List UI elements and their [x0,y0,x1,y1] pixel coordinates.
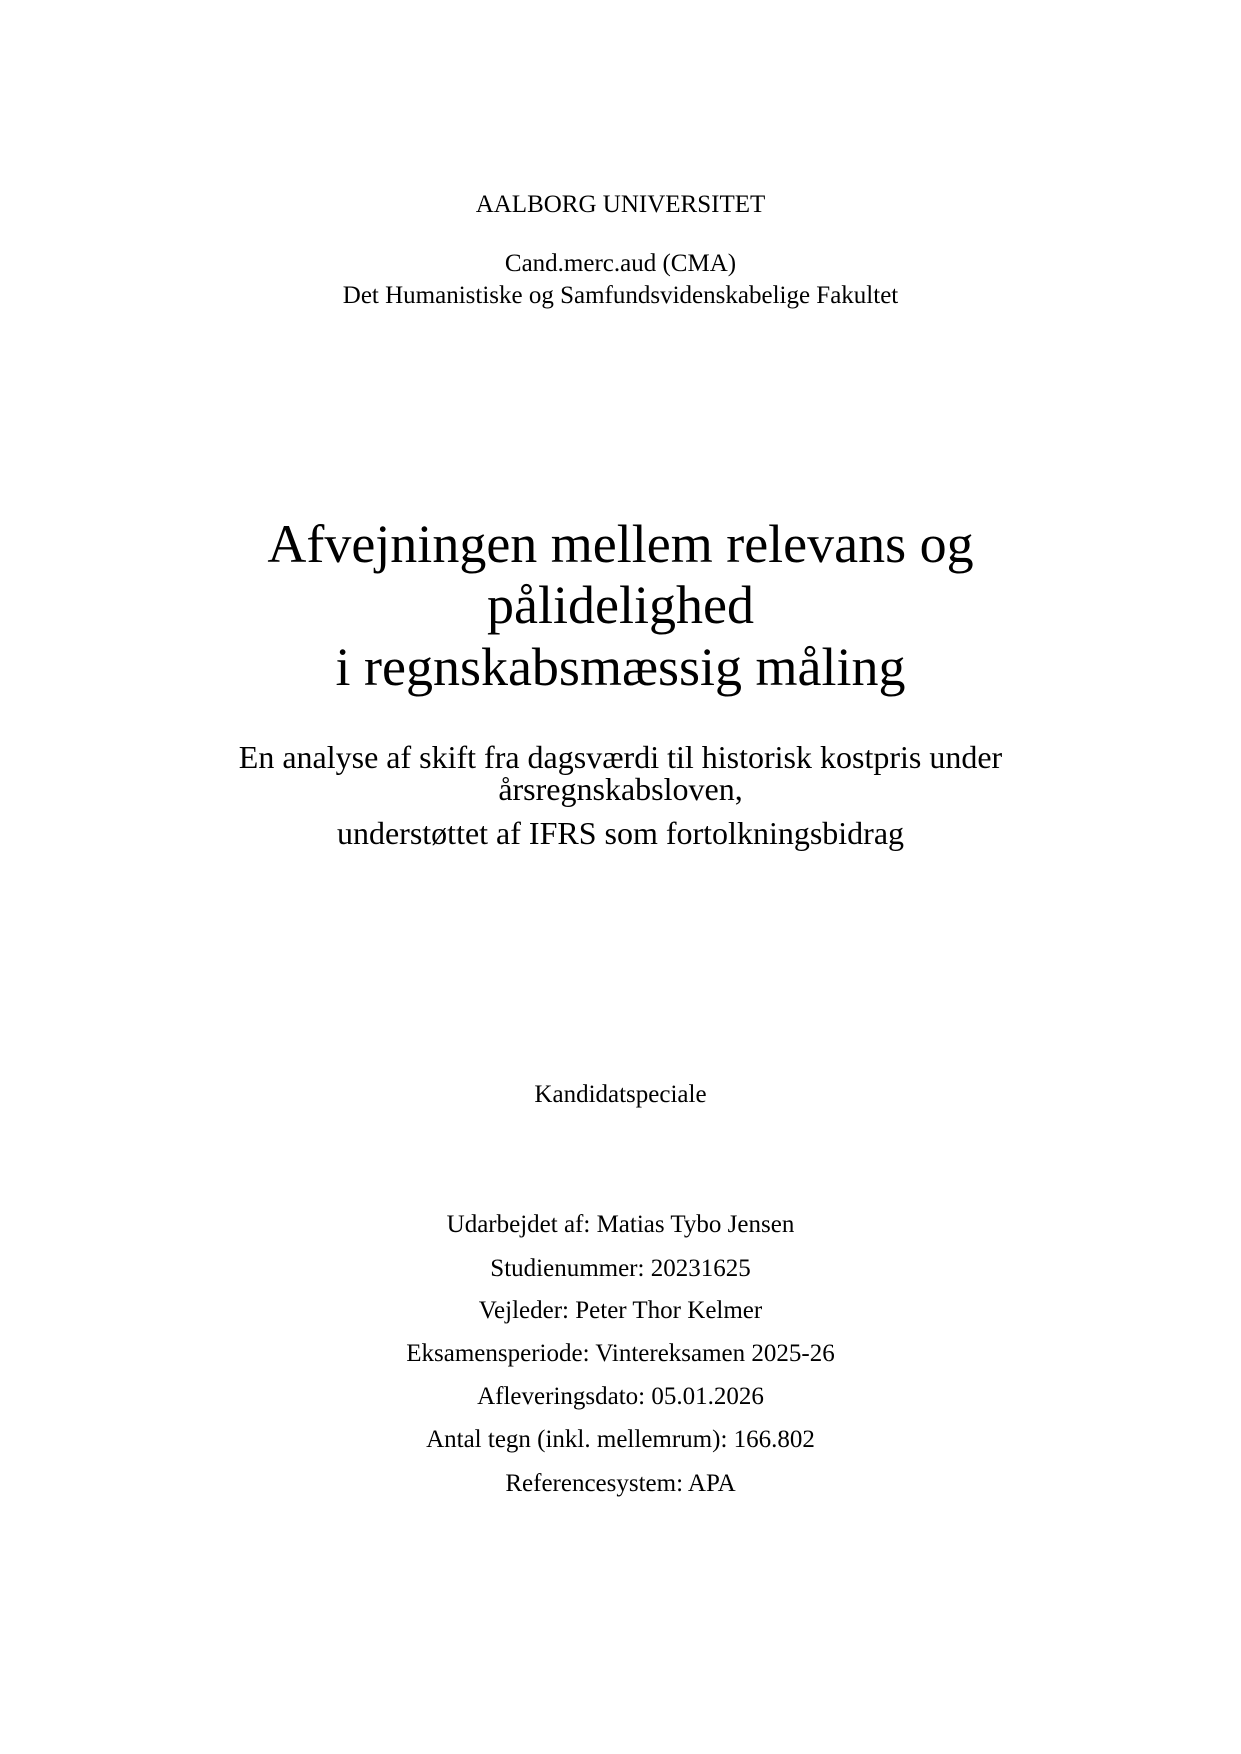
detail-reference-system: Referencesystem: APA [505,1470,736,1497]
detail-character-count: Antal tegn (inkl. mellemrum): 166.802 [426,1426,815,1453]
detail-submission-date: Afleveringsdato: 05.01.2026 [477,1383,764,1410]
subtitle-line-2: årsregnskabsloven, [498,771,743,807]
detail-exam-period: Eksamensperiode: Vintereksamen 2025-26 [406,1340,835,1367]
title-line-2: pålidelighed [487,575,754,635]
detail-author: Udarbejdet af: Matias Tybo Jensen [446,1211,795,1238]
faculty: Det Humanistiske og Samfundsvidenskabelige Fakultet [342,282,899,309]
title-line-1: Afvejningen mellem relevans og [267,514,974,574]
detail-student-number: Studienummer: 20231625 [490,1255,751,1282]
title-line-3: i regnskabsmæssig måling [335,637,906,697]
university-name: AALBORG UNIVERSITET [475,191,766,218]
programme: Cand.merc.aud (CMA) [504,250,737,277]
subtitle-line-3: understøttet af IFRS som fortolkningsbidrag [336,815,905,851]
subtitle-line-1: En analyse af skift fra dagsværdi til historisk kostpris under [238,739,1003,775]
detail-supervisor: Vejleder: Peter Thor Kelmer [478,1297,763,1324]
document-type: Kandidatspeciale [534,1081,707,1108]
